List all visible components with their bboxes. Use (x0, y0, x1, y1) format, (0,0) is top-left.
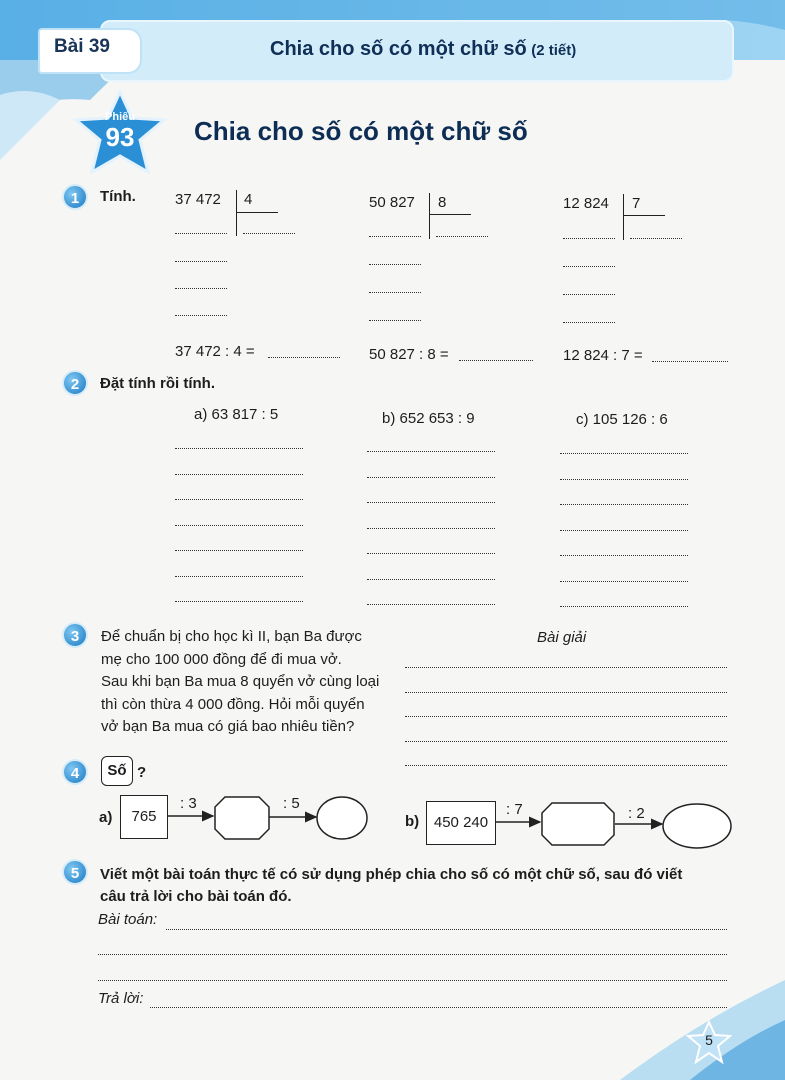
ex1-result-label: 37 472 : 4 = (175, 343, 255, 360)
ex3-line: Sau khi bạn Ba mua 8 quyển vở cùng loại (101, 673, 380, 690)
ex1-dividend: 50 827 (369, 194, 415, 211)
ex1-divisor: 7 (632, 195, 641, 212)
ex2-item: c) 105 126 : 6 (576, 411, 668, 428)
problem-label: Bài toán: (98, 911, 158, 928)
answer-line[interactable] (166, 929, 727, 930)
ex2-item: a) 63 817 : 5 (194, 406, 279, 423)
exercise-4-badge: 4 (62, 759, 88, 785)
octagon-answer-box (542, 803, 614, 845)
exercise-3-badge: 3 (62, 622, 88, 648)
octagon-answer-box (215, 797, 269, 839)
ex4a-start-box: 765 (120, 795, 168, 839)
ex4b-op2: : 2 (628, 805, 645, 822)
page-number: 5 (705, 1032, 713, 1048)
solution-label: Bài giải (537, 629, 587, 646)
answer-label: Trả lời: (98, 990, 144, 1007)
ex1-dividend: 12 824 (563, 195, 609, 212)
ex1-result-label: 50 827 : 8 = (369, 346, 449, 363)
exercise-1-badge: 1 (62, 184, 88, 210)
worksheet-number: 93 (105, 122, 135, 152)
ex5-prompt (100, 864, 740, 908)
ex4a-label: a) (99, 809, 113, 826)
ex3-line: thì còn thừa 4 000 đồng. Hỏi mỗi quyển (101, 695, 365, 713)
ex1-result-label: 12 824 : 7 = (563, 347, 643, 364)
ex4b-op1: : 7 (506, 801, 523, 818)
answer-line[interactable] (98, 980, 727, 981)
header-title: Chia cho số có một chữ số (270, 38, 527, 60)
exercise-2-instruction: Đặt tính rồi tính. (100, 375, 215, 392)
exercise-5-badge: 5 (62, 859, 88, 885)
answer-line[interactable] (98, 954, 727, 955)
ex4a-op2: : 5 (283, 795, 300, 812)
ex1-divisor: 4 (244, 191, 253, 208)
ex4a-op1: : 3 (180, 795, 197, 812)
header-duration: (2 tiết) (531, 42, 577, 59)
ex3-line: Để chuẩn bị cho học kì II, bạn Ba được (101, 628, 362, 645)
answer-line[interactable] (150, 1007, 727, 1008)
ex5-line: Viết một bài toán thực tế có sử dụng phép chia cho số có một chữ số, sau đó viết (100, 866, 683, 883)
ex2-item: b) 652 653 : 9 (382, 410, 475, 427)
question-mark: ? (137, 764, 147, 781)
ex1-dividend: 37 472 (175, 191, 221, 208)
ex1-divisor: 8 (438, 194, 447, 211)
oval-answer-box (663, 804, 731, 848)
worksheet-title: Chia cho số có một chữ số (194, 116, 528, 146)
so-label: Số (107, 762, 127, 779)
ex3-line: vở bạn Ba mua có giá bao nhiêu tiền? (101, 718, 355, 735)
oval-answer-box (317, 797, 367, 839)
ex4b-start-box: 450 240 (426, 801, 496, 845)
exercise-2-badge: 2 (62, 370, 88, 396)
lesson-label: Bài 39 (54, 36, 110, 57)
exercise-1-instruction: Tính. (100, 188, 136, 205)
worksheet-label: Phiếu (105, 111, 135, 123)
ex3-line: mẹ cho 100 000 đồng để đi mua vở. (101, 650, 342, 668)
ex4b-label: b) (405, 813, 420, 830)
ex5-line: câu trả lời cho bài toán đó. (100, 888, 292, 905)
